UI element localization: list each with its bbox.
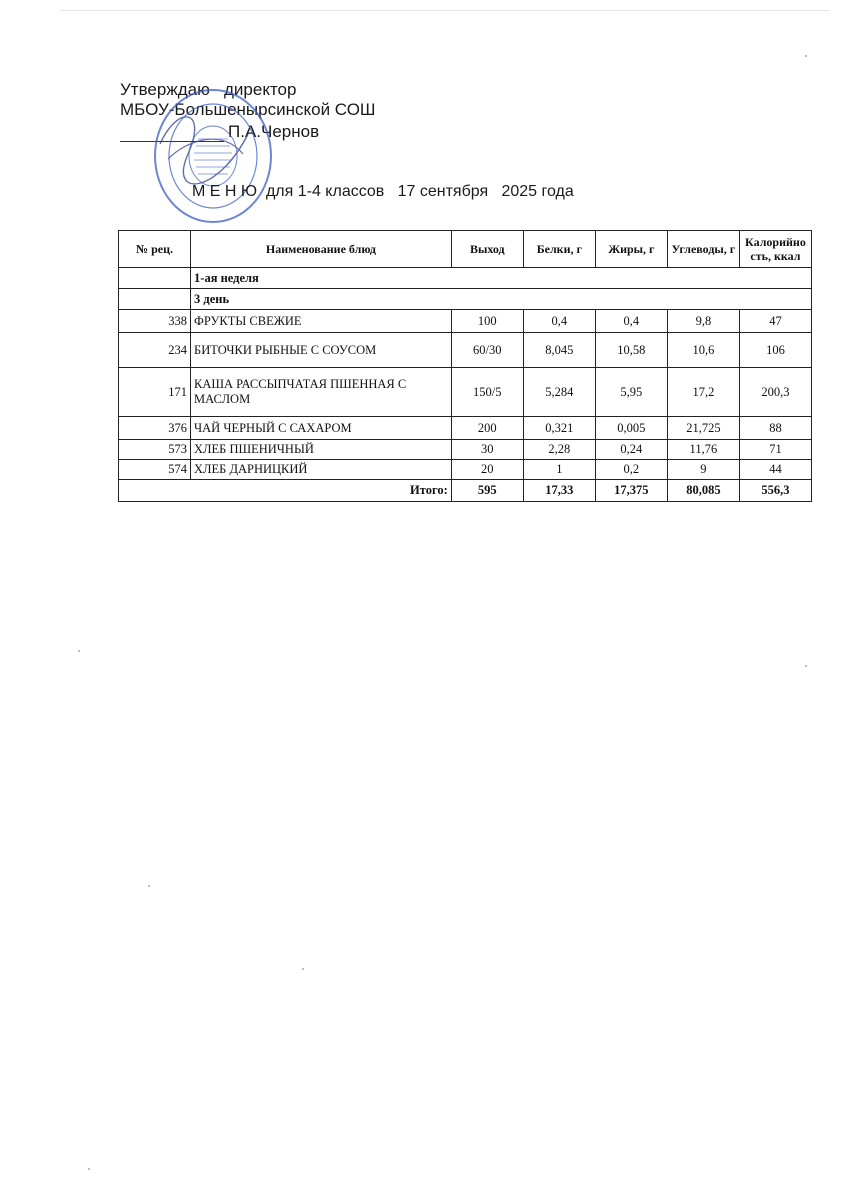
menu-title: М Е Н Ю для 1-4 классов 17 сентября 2025 года bbox=[192, 183, 574, 200]
header-recipe-num: № рец. bbox=[119, 231, 191, 268]
signature-underline bbox=[120, 141, 224, 142]
scan-speck bbox=[88, 1168, 90, 1170]
school-name: МБОУ-Большеныpсинской СОШ bbox=[120, 100, 376, 119]
director-name: П.А.Чернов bbox=[228, 122, 320, 141]
table-row: 574 ХЛЕБ ДАРНИЦКИЙ 20 1 0,2 9 44 bbox=[119, 460, 812, 480]
total-protein: 17,33 bbox=[523, 480, 595, 502]
header-calories: Калорийно сть, ккал bbox=[739, 231, 811, 268]
scan-speck bbox=[805, 55, 807, 57]
total-output: 595 bbox=[451, 480, 523, 502]
scan-edge-line bbox=[60, 10, 830, 11]
header-dish-name: Наименование блюд bbox=[191, 231, 452, 268]
header-fat: Жиры, г bbox=[595, 231, 667, 268]
scan-speck bbox=[78, 650, 80, 652]
total-calories: 556,3 bbox=[739, 480, 811, 502]
total-fat: 17,375 bbox=[595, 480, 667, 502]
header-output: Выход bbox=[451, 231, 523, 268]
table-row: 376 ЧАЙ ЧЕРНЫЙ С САХАРОМ 200 0,321 0,005 21,725 88 bbox=[119, 417, 812, 440]
menu-table bbox=[118, 230, 812, 502]
table-header-row bbox=[119, 231, 812, 268]
total-row bbox=[119, 480, 812, 502]
total-carbs: 80,085 bbox=[667, 480, 739, 502]
approval-block bbox=[120, 80, 376, 142]
director-signature-line bbox=[120, 122, 376, 142]
day-label: 3 день bbox=[191, 289, 812, 310]
day-row bbox=[119, 289, 812, 310]
scan-speck bbox=[805, 665, 807, 667]
scan-speck bbox=[148, 885, 150, 887]
approval-title: Утверждаю директор bbox=[120, 80, 297, 99]
week-row bbox=[119, 268, 812, 289]
scan-speck bbox=[302, 968, 304, 970]
header-protein: Белки, г bbox=[523, 231, 595, 268]
week-label: 1-ая неделя bbox=[191, 268, 812, 289]
header-carbs: Углеводы, г bbox=[667, 231, 739, 268]
table-row: 338 ФРУКТЫ СВЕЖИЕ 100 0,4 0,4 9,8 47 bbox=[119, 310, 812, 333]
table-row: 234 БИТОЧКИ РЫБНЫЕ С СОУСОМ 60/30 8,045 10,58 10,6 106 bbox=[119, 333, 812, 368]
total-label: Итого: bbox=[119, 480, 452, 502]
table-row: 171 КАША РАССЫПЧАТАЯ ПШЕННАЯ С МАСЛОМ 150/5 5,284 5,95 17,2 200,3 bbox=[119, 368, 812, 417]
table-row: 573 ХЛЕБ ПШЕНИЧНЫЙ 30 2,28 0,24 11,76 71 bbox=[119, 440, 812, 460]
